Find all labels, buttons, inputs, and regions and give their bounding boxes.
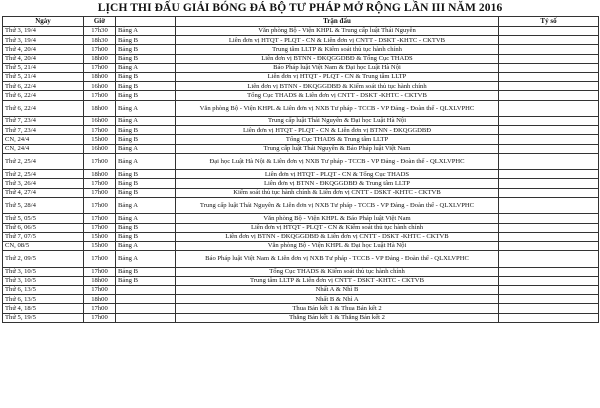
match-time: 17h00	[84, 251, 116, 268]
match-time: 18h00	[84, 276, 116, 285]
match-time: 17h00	[84, 126, 116, 135]
table-row	[3, 223, 599, 232]
table-row	[3, 285, 599, 294]
match-teams: Liên đơn vị BTNN - ĐKQGGDBĐ & Liên đơn vị CNTT - DSKT -KHTC - CKTVB	[176, 232, 499, 241]
table-row	[3, 313, 599, 322]
table-row	[3, 135, 599, 144]
match-day: Thứ 7, 23/4	[3, 126, 84, 135]
match-teams: Báo Pháp luật Việt Nam & Đại học Luật Hà Nội	[176, 63, 499, 72]
match-day: Thứ 2, 09/5	[3, 251, 84, 268]
table-row	[3, 276, 599, 285]
match-group: Bảng B	[116, 179, 176, 188]
match-group: Bảng A	[116, 197, 176, 214]
header-group	[116, 17, 176, 27]
match-time: 16h00	[84, 117, 116, 126]
match-time: 18h00	[84, 72, 116, 81]
match-group	[116, 313, 176, 322]
match-day: Thứ 3, 26/4	[3, 179, 84, 188]
match-score	[499, 285, 599, 294]
match-teams: Liên đơn vị HTQT - PLQT - CN & Kiểm soát thủ tục hành chính	[176, 223, 499, 232]
table-row	[3, 45, 599, 54]
match-teams: Trung tâm LLTP & Liên đơn vị CNTT - DSKT -KHTC - CKTVB	[176, 276, 499, 285]
match-score	[499, 63, 599, 72]
table-row	[3, 144, 599, 153]
table-row	[3, 267, 599, 276]
match-score	[499, 36, 599, 45]
match-teams: Trung cấp luật Thái Nguyên & Đại học Luật Hà Nội	[176, 117, 499, 126]
table-header-row	[3, 17, 599, 27]
match-teams: Văn phòng Bộ - Viện KHPL & Trung cấp luật Thái Nguyên	[176, 27, 499, 36]
match-score	[499, 197, 599, 214]
match-time: 17h00	[84, 214, 116, 223]
table-row	[3, 251, 599, 268]
match-day: Thứ 2, 25/4	[3, 170, 84, 179]
table-row	[3, 36, 599, 45]
match-score	[499, 313, 599, 322]
match-day: Thứ 2, 25/4	[3, 153, 84, 170]
match-group: Bảng B	[116, 267, 176, 276]
match-day: CN, 24/4	[3, 144, 84, 153]
match-time: 17h00	[84, 63, 116, 72]
table-row	[3, 179, 599, 188]
match-time: 16h00	[84, 144, 116, 153]
table-row	[3, 304, 599, 313]
match-time: 17h00	[84, 313, 116, 322]
match-score	[499, 223, 599, 232]
match-teams: Liên đơn vị HTQT - PLQT - CN & Tổng Cục THADS	[176, 170, 499, 179]
match-score	[499, 241, 599, 250]
match-teams: Liên đơn vị HTQT - PLQT - CN & Trung tâm LLTP	[176, 72, 499, 81]
match-score	[499, 214, 599, 223]
match-day: Thứ 5, 19/5	[3, 313, 84, 322]
match-group: Bảng B	[116, 54, 176, 63]
match-group: Bảng A	[116, 251, 176, 268]
header-day: Ngày	[3, 17, 84, 27]
match-teams: Nhất A & Nhì B	[176, 285, 499, 294]
match-group: Bảng B	[116, 72, 176, 81]
match-day: Thứ 6, 13/5	[3, 285, 84, 294]
match-teams: Nhất B & Nhì A	[176, 295, 499, 304]
match-score	[499, 276, 599, 285]
match-score	[499, 295, 599, 304]
match-score	[499, 91, 599, 100]
table-row	[3, 295, 599, 304]
match-group: Bảng B	[116, 91, 176, 100]
match-day: Thứ 3, 19/4	[3, 36, 84, 45]
table-row	[3, 27, 599, 36]
match-day: Thứ 4, 18/5	[3, 304, 84, 313]
match-time: 17h00	[84, 179, 116, 188]
match-day: CN, 24/4	[3, 135, 84, 144]
match-time: 17h00	[84, 285, 116, 294]
match-time: 17h00	[84, 267, 116, 276]
table-row	[3, 170, 599, 179]
match-group: Bảng A	[116, 144, 176, 153]
match-day: CN, 08/5	[3, 241, 84, 250]
match-score	[499, 251, 599, 268]
match-day: Thứ 6, 06/5	[3, 223, 84, 232]
match-teams: Liên đơn vị BTNN - ĐKQGGDBĐ & Trung tâm LLTP	[176, 179, 499, 188]
match-score	[499, 45, 599, 54]
table-row	[3, 232, 599, 241]
match-teams: Liên đơn vị HTQT - PLQT - CN & Liên đơn vị BTNN - ĐKQGGDBĐ	[176, 126, 499, 135]
match-time: 18h00	[84, 295, 116, 304]
match-teams: Kiểm soát thủ tục hành chính & Liên đơn vị CNTT - DSKT -KHTC - CKTVB	[176, 188, 499, 197]
header-match: Trận đấu	[176, 17, 499, 27]
match-score	[499, 153, 599, 170]
match-time: 17h00	[84, 188, 116, 197]
match-group: Bảng B	[116, 170, 176, 179]
match-teams: Trung cấp luật Thái Nguyên & Liên đơn vị NXB Tư pháp - TCCB - VP Đảng - Đoàn thể - QLXLVPHC	[176, 197, 499, 214]
match-teams: Văn phòng Bộ - Viện KHPL & Đại học Luật Hà Nội	[176, 241, 499, 250]
match-day: Thứ 3, 10/5	[3, 267, 84, 276]
match-group: Bảng A	[116, 100, 176, 117]
match-score	[499, 232, 599, 241]
match-group: Bảng B	[116, 188, 176, 197]
table-row	[3, 188, 599, 197]
match-score	[499, 126, 599, 135]
match-day: Thứ 5, 21/4	[3, 63, 84, 72]
match-teams: Liên đơn vị BTNN - ĐKQGGDBĐ & Tổng Cục THADS	[176, 54, 499, 63]
match-teams: Tổng Cục THADS & Kiểm soát thủ tục hành chính	[176, 267, 499, 276]
match-day: Thứ 6, 22/4	[3, 82, 84, 91]
table-row	[3, 72, 599, 81]
match-score	[499, 144, 599, 153]
match-day: Thứ 3, 19/4	[3, 27, 84, 36]
match-time: 17h00	[84, 153, 116, 170]
match-time: 18h00	[84, 54, 116, 63]
table-row	[3, 241, 599, 250]
match-score	[499, 117, 599, 126]
page-title: LỊCH THI ĐẤU GIẢI BÓNG ĐÁ BỘ TƯ PHÁP MỞ RỘNG LẦN III NĂM 2016	[97, 2, 503, 14]
match-group: Bảng B	[116, 135, 176, 144]
match-group: Bảng B	[116, 232, 176, 241]
match-day: Thứ 4, 27/4	[3, 188, 84, 197]
match-group: Bảng B	[116, 223, 176, 232]
match-time: 17h00	[84, 91, 116, 100]
match-time: 15h00	[84, 232, 116, 241]
match-day: Thứ 5, 21/4	[3, 72, 84, 81]
match-day: Thứ 3, 10/5	[3, 276, 84, 285]
match-score	[499, 100, 599, 117]
schedule-body	[3, 27, 599, 323]
match-time: 15h00	[84, 241, 116, 250]
match-score	[499, 304, 599, 313]
match-day: Thứ 6, 22/4	[3, 91, 84, 100]
table-row	[3, 100, 599, 117]
match-teams: Báo Pháp luật Việt Nam & Liên đơn vị NXB Tư pháp - TCCB - VP Đảng - Đoàn thể - QLXLVPHC	[176, 251, 499, 268]
match-day: Thứ 5, 28/4	[3, 197, 84, 214]
match-group: Bảng A	[116, 153, 176, 170]
table-row	[3, 63, 599, 72]
match-teams: Liên đơn vị HTQT - PLQT - CN & Liên đơn vị CNTT - DSKT -KHTC - CKTVB	[176, 36, 499, 45]
schedule-table	[2, 16, 599, 323]
match-group: Bảng B	[116, 45, 176, 54]
match-score	[499, 135, 599, 144]
match-group	[116, 304, 176, 313]
match-teams: Văn phòng Bộ - Viện KHPL & Báo Pháp luật Việt Nam	[176, 214, 499, 223]
match-group: Bảng A	[116, 27, 176, 36]
table-row	[3, 126, 599, 135]
match-score	[499, 54, 599, 63]
match-day: Thứ 7, 23/4	[3, 117, 84, 126]
match-group: Bảng B	[116, 36, 176, 45]
match-teams: Thua Bán kết 1 & Thua Bán kết 2	[176, 304, 499, 313]
match-teams: Trung cấp luật Thái Nguyên & Báo Pháp luật Việt Nam	[176, 144, 499, 153]
match-score	[499, 170, 599, 179]
match-day: Thứ 4, 20/4	[3, 45, 84, 54]
match-score	[499, 72, 599, 81]
match-time: 17h00	[84, 197, 116, 214]
match-group: Bảng A	[116, 63, 176, 72]
match-teams: Văn phòng Bộ - Viện KHPL & Liên đơn vị NXB Tư pháp - TCCB - VP Đảng - Đoàn thể - QLXLVPHC	[176, 100, 499, 117]
match-teams: Thắng Bán kết 1 & Thắng Bán kết 2	[176, 313, 499, 322]
match-group: Bảng A	[116, 241, 176, 250]
match-time: 18h00	[84, 100, 116, 117]
match-time: 15h00	[84, 135, 116, 144]
match-group: Bảng B	[116, 82, 176, 91]
table-row	[3, 54, 599, 63]
match-group	[116, 295, 176, 304]
header-score: Tỷ số	[499, 17, 599, 27]
match-time: 17h00	[84, 223, 116, 232]
header-time: Giờ	[84, 17, 116, 27]
table-row	[3, 153, 599, 170]
table-row	[3, 82, 599, 91]
table-row	[3, 117, 599, 126]
match-group: Bảng B	[116, 126, 176, 135]
match-time: 17h00	[84, 45, 116, 54]
match-time: 18h30	[84, 36, 116, 45]
match-group: Bảng B	[116, 276, 176, 285]
match-teams: Trung tâm LLTP & Kiểm soát thủ tục hành chính	[176, 45, 499, 54]
match-day: Thứ 6, 13/5	[3, 295, 84, 304]
table-row	[3, 91, 599, 100]
match-teams: Đại học Luật Hà Nội & Liên đơn vị NXB Tư pháp - TCCB - VP Đảng - Đoàn thể - QLXLVPHC	[176, 153, 499, 170]
table-row	[3, 214, 599, 223]
match-teams: Tổng Cục THADS & Liên đơn vị CNTT - DSKT -KHTC - CKTVB	[176, 91, 499, 100]
match-time: 16h00	[84, 82, 116, 91]
match-group	[116, 285, 176, 294]
match-day: Thứ 7, 07/5	[3, 232, 84, 241]
match-time: 17h30	[84, 27, 116, 36]
match-teams: Tổng Cục THADS & Trung tâm LLTP	[176, 135, 499, 144]
match-group: Bảng A	[116, 214, 176, 223]
match-day: Thứ 5, 05/5	[3, 214, 84, 223]
match-score	[499, 188, 599, 197]
match-time: 17h00	[84, 304, 116, 313]
match-group: Bảng A	[116, 117, 176, 126]
match-day: Thứ 6, 22/4	[3, 100, 84, 117]
match-score	[499, 27, 599, 36]
table-row	[3, 197, 599, 214]
match-score	[499, 267, 599, 276]
match-time: 18h00	[84, 170, 116, 179]
match-teams: Liên đơn vị BTNN - ĐKQGGDBĐ & Kiểm soát thủ tục hành chính	[176, 82, 499, 91]
match-score	[499, 82, 599, 91]
match-day: Thứ 4, 20/4	[3, 54, 84, 63]
match-score	[499, 179, 599, 188]
